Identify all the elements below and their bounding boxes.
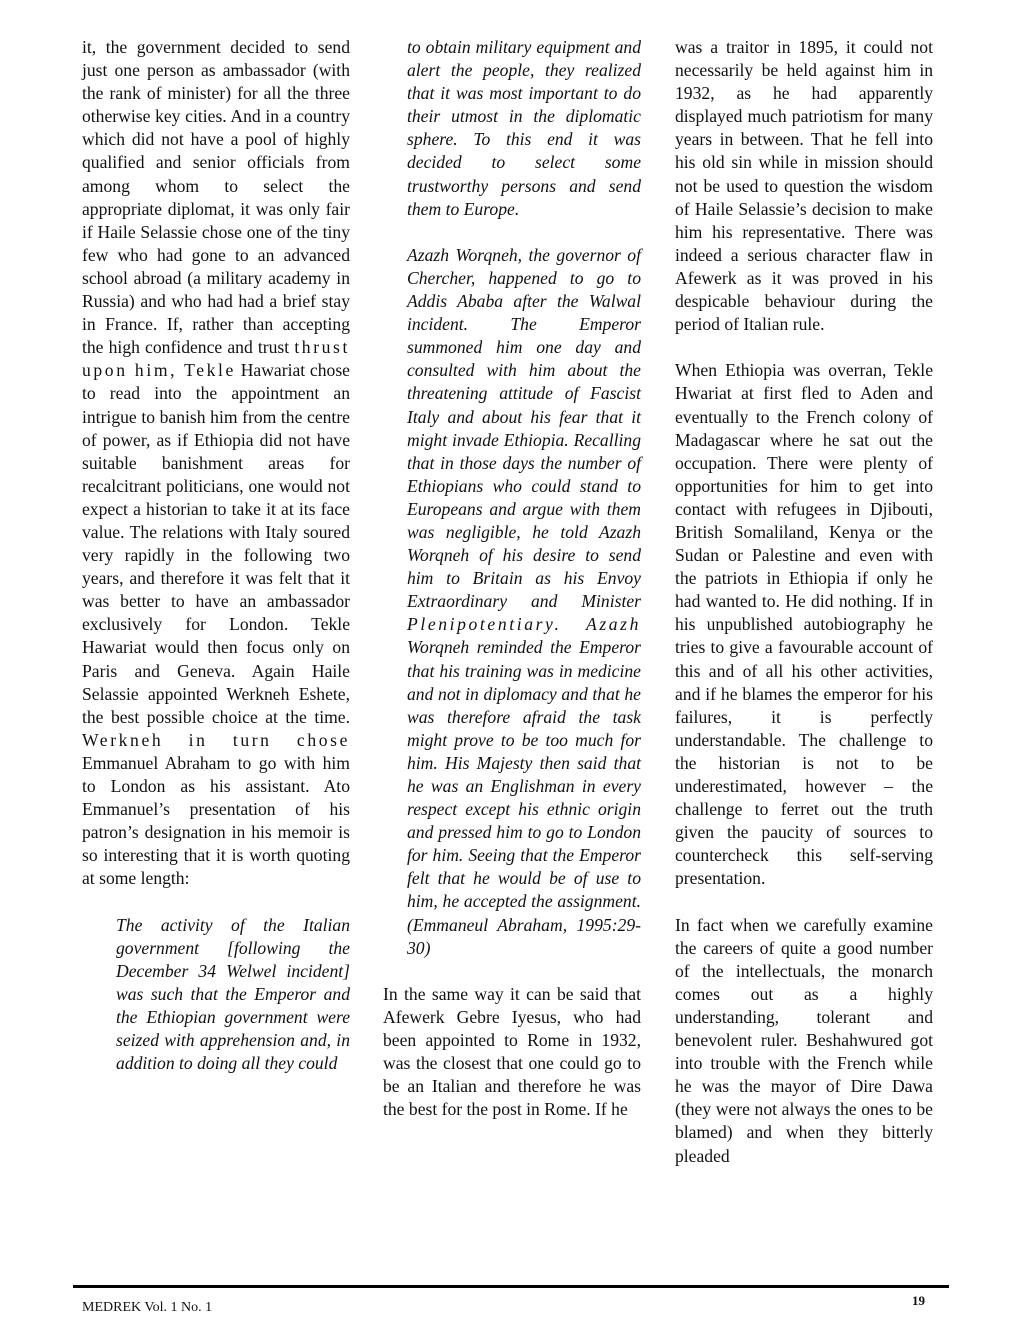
block-quote xyxy=(407,244,641,960)
block-quote: The activity of the Italian government [following the December 34 Welwel incident] was such that the Emperor and the Ethiopian government were seized with apprehension and, in addition to doing all they could xyxy=(116,914,350,1074)
paragraph-text: Hawariat chose to read into the appointment an intrigue to banish him from the centre of power, as if Ethiopia did not have suitable banishment areas for recalcitrant politicians, one would not expect a historian to take it at its face value. The relations with Italy soured very rapidly in the following two years, and therefore it was felt that it was better to have an ambassador exclusively for London. Tekle Hawariat would then focus only on Paris and Geneva. Again Haile Selassie appointed Werkneh Eshete, the best possible choice at the time. xyxy=(82,360,350,727)
body-paragraph: In the same way it can be said that Afewerk Gebre Iyesus, who had been appointed to Rome in 1932, was the closest that one could go to be an Italian and therefore he was the best for the post in Rome. If he xyxy=(383,983,641,1120)
quote-text-spaced: Plenipotentiary. Azazh xyxy=(407,614,641,635)
body-paragraph: In fact when we carefully examine the careers of quite a good number of the intellectuals, the monarch comes out as a highly understanding, tolerant and benevolent ruler. Beshahwured got into trouble with the French while he was the mayor of Dire Dawa (they were not always the ones to be blamed) and when they bitterly pleaded xyxy=(675,914,933,1166)
paragraph-text: Emmanuel Abraham to go with him to London as his assistant. Ato Emmanuel’s presentation of his patron’s designation in his memoir is so interesting that it is worth quoting at some length: xyxy=(82,752,350,889)
column-middle xyxy=(383,36,641,1145)
column-right xyxy=(675,36,933,1191)
paragraph-text: it, the government decided to send just one person as ambassador (with the rank of minister) for all the three otherwise key cities. And in a country which did not have a pool of highly qualified and senior officials from among whom to select the appropriate diplomat, it was only fair if Haile Selassie chose one of the tiny few who had gone to an advanced school abroad (a military academy in Russia) and who had had a brief stay in France. If, rather than accepting the high confidence and trust xyxy=(82,37,350,358)
body-paragraph: When Ethiopia was overran, Tekle Hwariat at first fled to Aden and eventually to the French colony of Madagascar where he sat out the occupation. There were plenty of opportunities for him to get into contact with refugees in Djibouti, British Somaliland, Kenya or the Sudan or Palestine and even with the patriots in Ethiopia if only he had wanted to. He did nothing. If in his unpublished autobiography he tries to give a favourable account of this and of all his other activities, and if he blames the emperor for his failures, it is perfectly understandable. The challenge to the historian is not to be underestimated, however – the challenge to ferret out the truth given the paucity of sources to countercheck this self-serving presentation. xyxy=(675,360,933,889)
footer-rule xyxy=(73,1285,949,1288)
paragraph-text-spaced: Werkneh in turn chose xyxy=(82,729,350,750)
body-paragraph xyxy=(82,36,350,890)
paragraph-text-spaced: thrust upon him, Tekle xyxy=(82,337,350,381)
body-paragraph: was a traitor in 1895, it could not necessarily be held against him in 1932, as he had apparently displayed much patriotism for many years in between. That he fell into his old sin while in mission should not be used to question the wisdom of Haile Selassie’s decision to make him his representative. There was indeed a serious character flaw in Afewerk as it was proved in his despicable behaviour during the period of Italian rule. xyxy=(675,37,933,335)
block-quote: to obtain military equipment and alert the people, they realized that it was most important to do their utmost in the diplomatic sphere. To this end it was decided to select some trustworthy persons and send them to Europe. xyxy=(407,37,641,219)
quote-text: Worqneh reminded the Emperor that his training was in medicine and not in diplomacy and that he was therefore afraid the task might prove to be too much for him. His Majesty then said that he was an Englishman in every respect except his ethnic origin and pressed him to go to London for him. Seeing that the Emperor felt that he would be of use to him, he accepted the assignment. (Emmaneul Abraham, 1995:29-30) xyxy=(407,637,641,958)
page-number: 19 xyxy=(912,1293,925,1308)
journal-name: MEDREK Vol. 1 No. 1 xyxy=(82,1300,213,1315)
quote-text: Azazh Worqneh, the governor of Chercher, happened to go to Addis Ababa after the Walwal incident. The Emperor summoned him one day and consulted with him about the threatening attitude of Fascist Italy and about his fear that it might invade Ethiopia. Recalling that in those days the number of Ethiopians who could stand to Europeans and argue with them was negligible, he told Azazh Worqneh of his desire to send him to Britain as his Envoy Extraordinary and Minister xyxy=(407,244,641,612)
column-left xyxy=(82,36,350,1098)
